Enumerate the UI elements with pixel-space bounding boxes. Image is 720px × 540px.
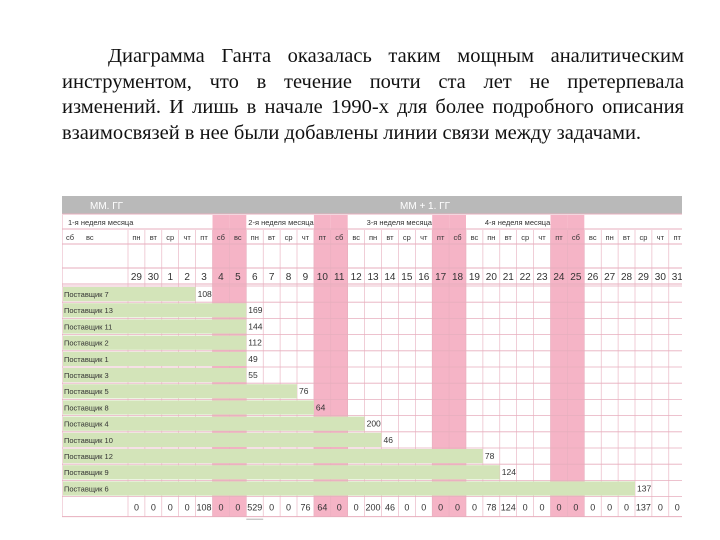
gantt-chart: [62, 196, 682, 520]
total-value: 0: [353, 502, 359, 513]
weekend-column: [551, 215, 568, 517]
total-value: 0: [539, 502, 545, 513]
total-value: 0: [269, 502, 275, 513]
weekday-label: ср: [284, 233, 293, 242]
weekday-label: чт: [656, 233, 665, 242]
date-label: 25: [570, 272, 582, 283]
date-label: 9: [302, 272, 309, 283]
total-value: 0: [218, 502, 224, 513]
weekday-label: чт: [301, 233, 310, 242]
date-label: 5: [235, 272, 241, 283]
total-value: 137: [635, 502, 651, 513]
task-name: Поставщик 6: [64, 484, 109, 494]
date-label: 21: [502, 272, 514, 283]
weekday-label: вт: [622, 233, 631, 242]
total-value: 0: [421, 502, 427, 513]
date-label: 13: [367, 272, 379, 283]
weekday-label: ср: [639, 233, 648, 242]
weekend-column: [567, 215, 584, 517]
total-value: 0: [607, 502, 613, 513]
date-label: 29: [637, 272, 650, 283]
total-value: 0: [657, 502, 663, 513]
task-value: 55: [248, 370, 258, 380]
task-bar: [63, 465, 500, 479]
weekday-label: пт: [318, 233, 327, 242]
weekday-label: ср: [521, 233, 530, 242]
total-value: 46: [384, 502, 395, 513]
date-label: 4: [218, 272, 224, 283]
total-value: 0: [286, 502, 292, 513]
total-value: 0: [438, 502, 444, 513]
task-value: 124: [501, 467, 516, 478]
weekday-label: пн: [132, 233, 141, 242]
week-label: 2-я неделя месяца: [248, 218, 314, 227]
weekday-label: пт: [555, 233, 563, 242]
task-value: 78: [484, 451, 495, 461]
month-header-band: [62, 196, 682, 214]
total-value: 0: [336, 502, 342, 513]
task-bar: [63, 481, 635, 495]
weekday-label: ср: [166, 233, 175, 242]
date-label: 8: [285, 272, 292, 283]
task-value: 169: [248, 305, 263, 316]
date-label: 14: [384, 272, 396, 283]
task-bar: [63, 449, 483, 463]
month-label: ММ. ГГ: [90, 201, 124, 212]
date-label: 30: [654, 272, 666, 283]
weekday-label: вт: [149, 233, 157, 242]
date-label: 23: [536, 272, 548, 283]
weekday-label: чт: [538, 233, 546, 242]
weekday-label: ср: [402, 233, 411, 242]
week-label: 1-я неделя месяца: [68, 218, 134, 227]
date-label: 7: [268, 272, 275, 283]
task-name: Поставщик 5: [64, 387, 109, 397]
task-name: Поставщик 1: [64, 354, 109, 364]
weekday-label: сб: [335, 233, 344, 242]
date-label: 24: [553, 272, 565, 283]
date-label: 11: [334, 272, 345, 283]
date-label: 16: [418, 272, 430, 283]
date-label: 26: [587, 272, 599, 283]
total-value: 0: [167, 502, 173, 513]
month-label: ММ + 1. ГГ: [400, 201, 451, 212]
weekday-label: вт: [268, 233, 276, 242]
weekday-label: пт: [673, 233, 681, 242]
date-label: 27: [604, 272, 616, 283]
weekday-label: вт: [386, 233, 394, 242]
task-value: 76: [299, 386, 309, 397]
total-value: 0: [150, 502, 156, 513]
task-name: Поставщик 11: [64, 322, 113, 332]
total-value: 0: [556, 502, 562, 513]
body-paragraph: Диаграмма Ганта оказалась таким мощным аналитическим инструментом, что в течение почти ста лет не претерпевала изменений. И лишь в начале 1990-х для более подробного описания взаимосвязей в нее были добавлены линии связи между задачами.: [62, 45, 684, 144]
total-value: 0: [590, 502, 596, 513]
total-value: 0: [404, 502, 410, 513]
task-value: 108: [197, 289, 212, 299]
date-label: 3: [201, 272, 207, 283]
date-label: 2: [184, 272, 190, 283]
weekday-label: пн: [487, 233, 496, 242]
date-label: 19: [468, 272, 481, 283]
task-name: Поставщик 8: [64, 403, 109, 413]
task-value: 112: [248, 337, 262, 348]
total-value: 76: [300, 502, 311, 513]
date-label: 28: [620, 272, 633, 283]
task-value: 46: [383, 434, 393, 445]
week-label: 3-я неделя месяца: [366, 218, 432, 227]
date-label: 6: [251, 272, 258, 283]
task-value: 200: [366, 418, 381, 429]
date-label: 12: [350, 272, 362, 283]
date-label: 22: [519, 272, 531, 283]
total-value: 0: [184, 502, 190, 513]
weekday-label: сб: [216, 233, 225, 242]
task-name: Поставщик 10: [64, 435, 113, 445]
weekday-label: пн: [605, 233, 614, 242]
gantt-chart-svg: [62, 196, 682, 520]
date-label: 1: [167, 272, 174, 283]
weekday-label: сб: [571, 233, 580, 242]
weekday-label: пн: [250, 233, 259, 242]
date-label: 18: [451, 272, 464, 283]
task-value: 144: [248, 321, 263, 332]
weekday-label: вс: [588, 233, 597, 242]
total-value: 108: [196, 502, 212, 513]
date-label: 15: [401, 272, 413, 283]
weekday-label: чт: [183, 233, 191, 242]
task-name: Поставщик 3: [64, 371, 109, 380]
scroll-marker: [246, 519, 263, 520]
total-value: 64: [317, 502, 328, 513]
total-value: 0: [674, 502, 680, 513]
date-label: 30: [147, 272, 159, 283]
task-name: Поставщик 7: [64, 290, 109, 299]
total-value: 78: [486, 502, 497, 513]
weekday-label: пт: [200, 233, 208, 242]
total-value: 529: [247, 502, 263, 513]
task-value: 137: [637, 483, 652, 494]
total-value: 0: [471, 502, 477, 513]
weekday-label: сб: [66, 233, 75, 242]
weekday-label: вс: [352, 233, 360, 242]
total-value: 0: [573, 502, 579, 513]
weekday-label: вс: [234, 233, 242, 242]
total-value: 0: [235, 502, 241, 513]
task-name: Поставщик 12: [64, 452, 113, 461]
weekday-label: чт: [420, 233, 428, 242]
date-label: 10: [316, 272, 328, 283]
date-label: 31: [671, 272, 682, 283]
total-value: 200: [365, 502, 381, 513]
weekday-label: пт: [436, 233, 445, 242]
task-name: Поставщик 9: [64, 468, 109, 478]
weekday-label: пн: [368, 233, 378, 242]
weekday-label: сб: [453, 233, 462, 242]
total-value: 124: [500, 502, 516, 513]
total-value: 0: [624, 502, 630, 513]
week-label: 4-я неделя месяца: [484, 218, 551, 227]
date-label: 29: [130, 272, 143, 283]
task-name: Поставщик 4: [64, 419, 109, 429]
task-value: 49: [248, 353, 258, 364]
task-value: 64: [315, 402, 326, 413]
date-label: 17: [435, 272, 447, 283]
weekday-label: вт: [504, 233, 512, 242]
total-value: 0: [522, 502, 528, 513]
date-label: 20: [485, 272, 497, 283]
total-value: 0: [133, 502, 139, 513]
task-name: Поставщик 2: [64, 338, 109, 348]
weekday-label: вс: [86, 233, 94, 242]
weekday-label: вс: [470, 233, 479, 242]
total-value: 0: [455, 502, 461, 513]
task-name: Поставщик 13: [64, 306, 113, 316]
